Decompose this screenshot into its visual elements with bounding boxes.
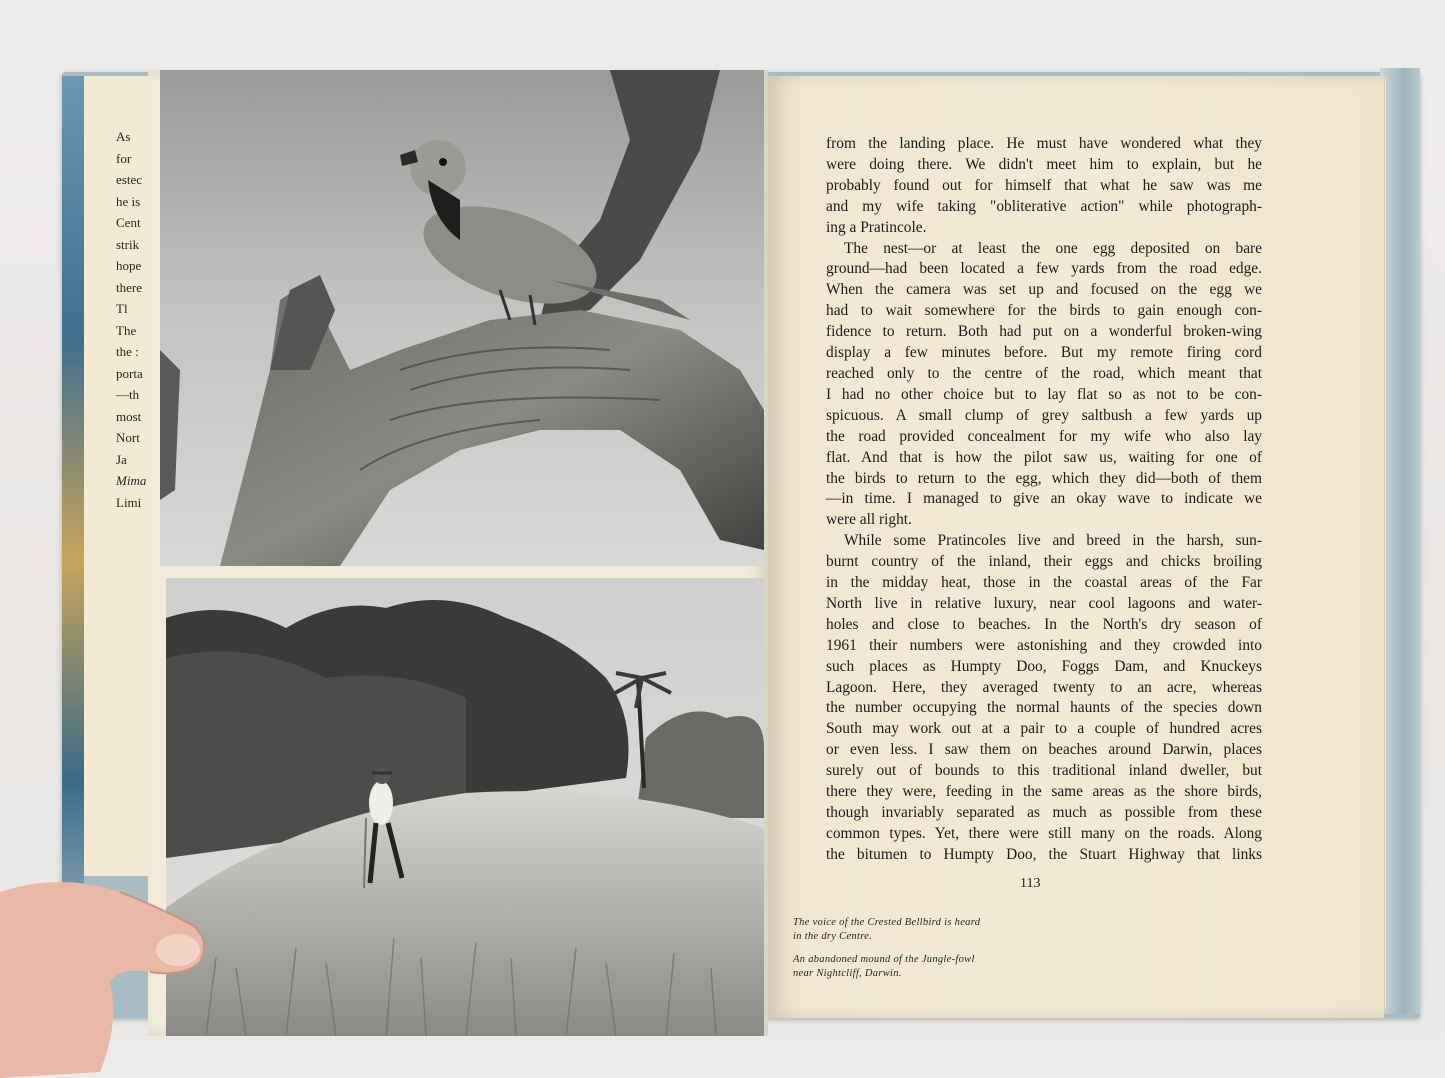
previous-page-line: Cent <box>116 215 141 230</box>
text-line: from the landing place. He must have wondered what they <box>826 135 1262 152</box>
previous-page-line: Mima <box>116 473 147 488</box>
page-number: 113 <box>1020 876 1041 891</box>
text-line: ing a Pratincole. <box>826 218 927 236</box>
previous-page-line: he is <box>116 193 141 209</box>
text-line: the number occupying the normal haunts of the species down <box>826 699 1262 717</box>
text-line: were doing there. We didn't meet him to explain, but he <box>826 155 1262 173</box>
text-line: While some Pratincoles live and breed in the harsh, sun- <box>844 532 1262 550</box>
previous-page-line: Limi <box>116 494 142 510</box>
text-line: South may work out at a pair to a couple of hundred acres <box>826 720 1262 738</box>
previous-page-line: Tl <box>116 301 128 316</box>
text-line: though invariably separated as much as possible from these <box>826 804 1262 821</box>
text-line: and my wife taking "obliterative action" while photograph- <box>826 197 1262 215</box>
text-line: holes and close to beaches. In the North's dry season of <box>826 615 1262 633</box>
previous-page-line: the : <box>116 344 139 359</box>
previous-page-line: porta <box>116 365 143 381</box>
previous-page-line: strik <box>116 236 140 252</box>
text-line: reached only to the centre of the road, which meant that <box>826 364 1262 382</box>
text-line: I had no other choice but to lay flat so as not to be con- <box>826 385 1262 403</box>
previous-page-line: most <box>116 408 142 424</box>
text-line: the bitumen to Humpty Doo, the Stuart Highway that links <box>826 845 1262 863</box>
text-line: were all right. <box>826 511 912 529</box>
previous-page-line: Ja <box>116 451 127 467</box>
text-line: The nest—or at least the one egg deposited on bare <box>844 239 1262 257</box>
text-line: When the camera was set up and focused on the egg we <box>826 281 1262 299</box>
text-line: the birds to return to the egg, which they did—both of them <box>826 469 1262 487</box>
text-line: common types. Yet, there were still many on the roads. Along <box>826 824 1262 842</box>
text-line: such places as Humpty Doo, Foggs Dam, and Knuckeys <box>826 657 1262 675</box>
caption-line: The voice of the Crested Bellbird is heard <box>793 917 981 928</box>
text-line: in the midday heat, those in the coastal areas of the Far <box>826 574 1262 592</box>
text-line: had to wait somewhere for the birds to gain enough con- <box>826 302 1262 320</box>
previous-page-line: there <box>116 279 142 295</box>
previous-page-line: estec <box>116 172 142 187</box>
text-line: Lagoon. Here, they averaged twenty to an acre, whereas <box>826 678 1262 696</box>
text-line: probably found out for himself that what he saw was me <box>826 176 1262 194</box>
text-line: burnt country of the inland, their eggs and chicks broiling <box>826 553 1262 571</box>
text-line: flat. And that is how the pilot saw us, waiting for one of <box>826 448 1262 466</box>
cover-spine-art <box>62 76 84 956</box>
text-line: or even less. I saw them on beaches around Darwin, places <box>826 741 1262 759</box>
text-line: surely out of bounds to this traditional inland dweller, but <box>826 762 1262 780</box>
jungle-fowl-mound-photo <box>166 578 764 1036</box>
text-line: display a few minutes before. But my remote firing cord <box>826 344 1262 362</box>
body-text <box>826 134 1262 866</box>
caption-line: An abandoned mound of the Jungle-fowl <box>793 954 975 965</box>
caption-jungle-fowl <box>793 953 975 980</box>
previous-page-line: —th <box>116 387 140 402</box>
previous-page-line: The <box>116 322 137 338</box>
caption-line: near Nightcliff, Darwin. <box>793 967 902 979</box>
text-line: spicuous. A small clump of grey saltbush a few yards up <box>826 406 1262 424</box>
text-line: the road provided concealment for my wife who also lay <box>826 427 1262 445</box>
text-line: North live in relative luxury, near cool lagoons and water- <box>826 594 1262 612</box>
text-line: 1961 their numbers were astonishing and they crowded into <box>826 636 1262 654</box>
caption-bellbird <box>793 916 980 943</box>
text-line: there they were, feeding in the same areas as the shore birds, <box>826 783 1262 801</box>
bellbird-photo <box>160 70 764 566</box>
text-line: fidence to return. Both had put on a wonderful broken-wing <box>826 323 1262 341</box>
book-cover-right-edge <box>1380 68 1420 1014</box>
previous-page-line: hope <box>116 258 142 273</box>
previous-page-line: for <box>116 150 132 166</box>
text-line: ground—had been located a few yards from the road edge. <box>826 260 1262 278</box>
text-line: —in time. I managed to give an okay wave to indicate we <box>826 490 1262 508</box>
hand-thumb <box>0 872 215 1078</box>
caption-line: in the dry Centre. <box>793 930 873 942</box>
previous-page-line: As <box>116 129 131 144</box>
previous-page-line: Nort <box>116 430 140 445</box>
